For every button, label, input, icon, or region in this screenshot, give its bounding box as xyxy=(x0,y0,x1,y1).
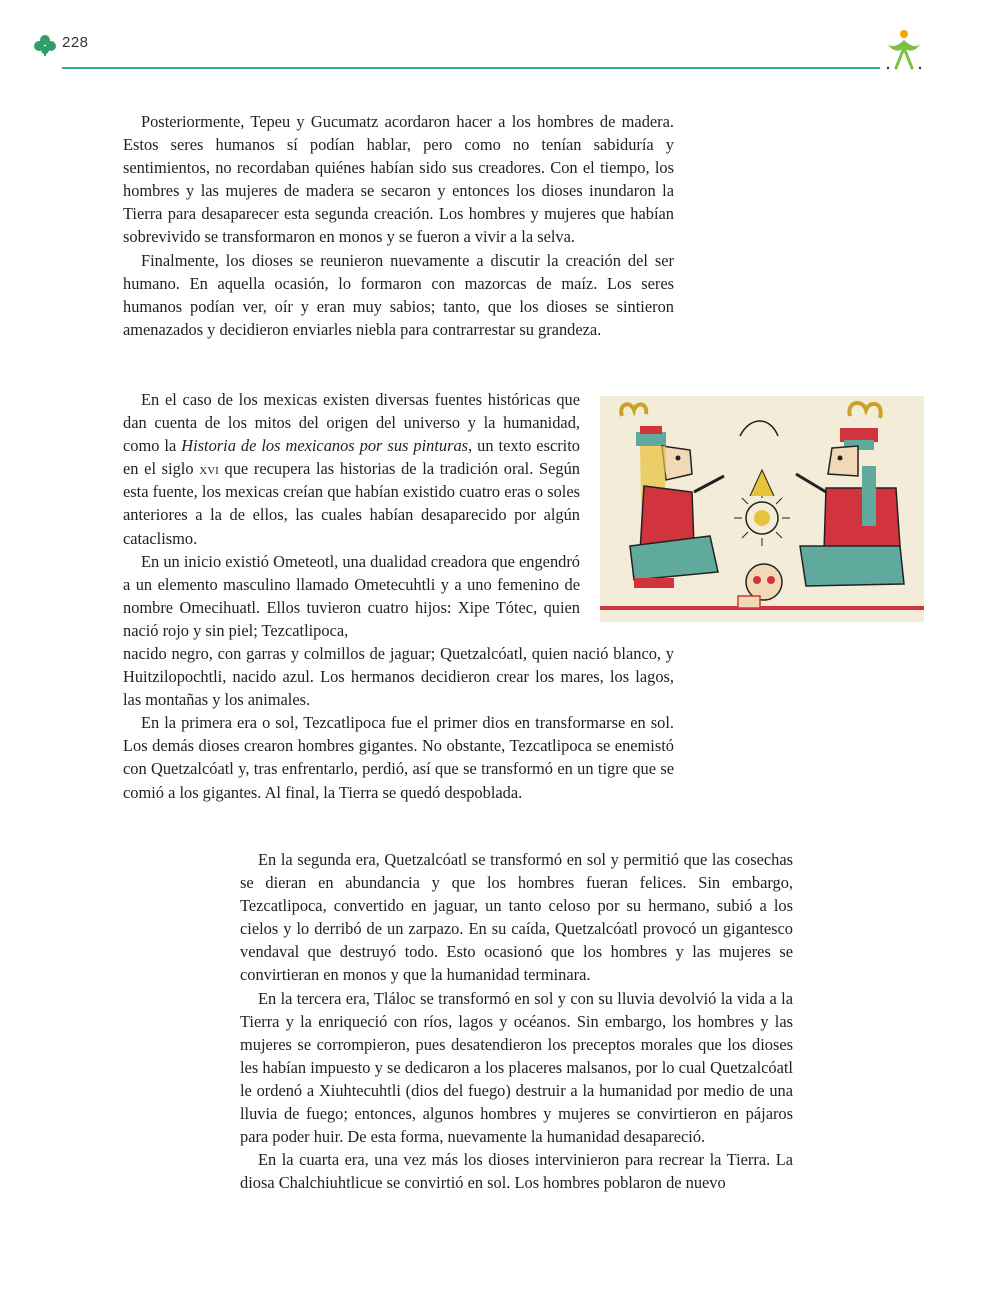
book-title: Historia de los mexicanos por sus pinturas xyxy=(181,436,469,456)
paragraph-madera: Posteriormente, Tepeu y Gucumatz acordaron hacer a los hombres de madera. Estos seres humanos sí podían hablar, pero como no tenían sabiduría y sentimientos, no recordaban quiénes habían sido sus creadores. Con el tiempo, los hombres y las mujeres de madera se secaron y entonces los dioses inundaron la Tierra para desaparecer esta segunda creación. Los hombres y mujeres que habían sobrevivido se transformaron en monos y se fueron a vivir a la selva. xyxy=(123,112,674,247)
paragraph-tercera-era: En la tercera era, Tláloc se transformó en sol y con su lluvia devolvió la vida a la Tierra y la enriqueció con ríos, lagos y océanos. Sin embargo, los hombres y las mujeres se corrompieron, pues desatendieron los preceptos morales que los dioses les habían impuesto y se dedicaron a los placeres malsanos, por lo cual Quetzalcóatl le ordenó a Xiuhtecuhtli (dios del fuego) destruir a la humanidad por medio de una lluvia de fuego; entonces, algunos hombres y mujeres se convirtieron en pájaros para poder huir. De esta forma, nuevamente la humanidad desapareció. xyxy=(240,988,793,1147)
text-block-beside-illustration xyxy=(123,388,580,642)
paragraph-primera-era: En la primera era o sol, Tezcatlipoca fue el primer dios en transformarse en sol. Los demás dioses crearon hombres gigantes. No obstante, Tezcatlipoca se enemistó con Quetzalcóatl y, tras enfrentarlo, perdió, así que se transformó en un tigre que se comió a los gigantes. Al final, la Tierra se quedó despoblada. xyxy=(123,713,674,802)
paragraph-cuarta-era: En la cuarta era, una vez más los dioses intervinieron para recrear la Tierra. La diosa Chalchiuhtlicue se convirtió en sol. Los hombres poblaron de nuevo xyxy=(240,1150,793,1193)
header-rule xyxy=(62,67,880,69)
paragraph-ometeotl: En un inicio existió Ometeotl, una dualidad creadora que engendró a un elemento masculino llamado Ometecuhtli y a uno femenino de nombre Omecihuatl. Ellos tuvieron cuatro hijos: Xipe Tótec, quien nació rojo y sin piel; Tezcatlipoca, xyxy=(123,551,580,640)
codex-illustration xyxy=(600,396,924,622)
paragraph-mexicas-text-end: que recupera las historias de la tradición oral. Según esta fuente, los mexicas creían que habían existido cuatro eras o soles anteriores a la de ellos, las cuales habían desaparecido por algún cataclismo. xyxy=(123,459,580,548)
text-block-top xyxy=(123,110,674,341)
clover-icon xyxy=(32,33,58,57)
paragraph-mexicas xyxy=(123,388,580,550)
century-numeral: xvi xyxy=(199,459,219,479)
paragraph-ometeotl-continued: nacido negro, con garras y colmillos de jaguar; Quetzalcóatl, quien nació blanco, y Huitzilopochtli, nacido azul. Los hermanos decidieron crear los mares, los lagos, las montañas y los animales. xyxy=(123,644,674,710)
paragraph-mexicas-text-middle: , un texto escrito en el siglo xyxy=(123,436,580,479)
leaf-figure-logo-icon xyxy=(884,28,924,72)
text-block-bottom xyxy=(240,848,793,1194)
paragraph-mexicas-text: En el caso de los mexicas existen diversas fuentes históricas que dan cuenta de los mitos del origen del universo y la humanidad, como la xyxy=(123,390,580,456)
page-number: 228 xyxy=(62,34,89,51)
paragraph-maiz: Finalmente, los dioses se reunieron nuevamente a discutir la creación del ser humano. En aquella ocasión, lo formaron con mazorcas de maíz. Los seres humanos podían ver, oír y eran muy sabios; tanto, que los dioses se sintieron amenazados y decidieron enviarles niebla para contrarrestar su grandeza. xyxy=(123,250,674,339)
text-block-middle xyxy=(123,642,674,804)
paragraph-segunda-era: En la segunda era, Quetzalcóatl se transformó en sol y permitió que las cosechas se dieran en abundancia y que los hombres fueran felices. Sin embargo, Tezcatlipoca, convertido en jaguar, un tanto celoso por su hermano, subió a los cielos y lo derribó de un zarpazo. En su caída, Quetzalcóatl provocó un gigantesco vendaval que destruyó todo. Esto ocasionó que los hombres y las mujeres se convirtieran en monos y que la humanidad terminara. xyxy=(240,850,793,985)
